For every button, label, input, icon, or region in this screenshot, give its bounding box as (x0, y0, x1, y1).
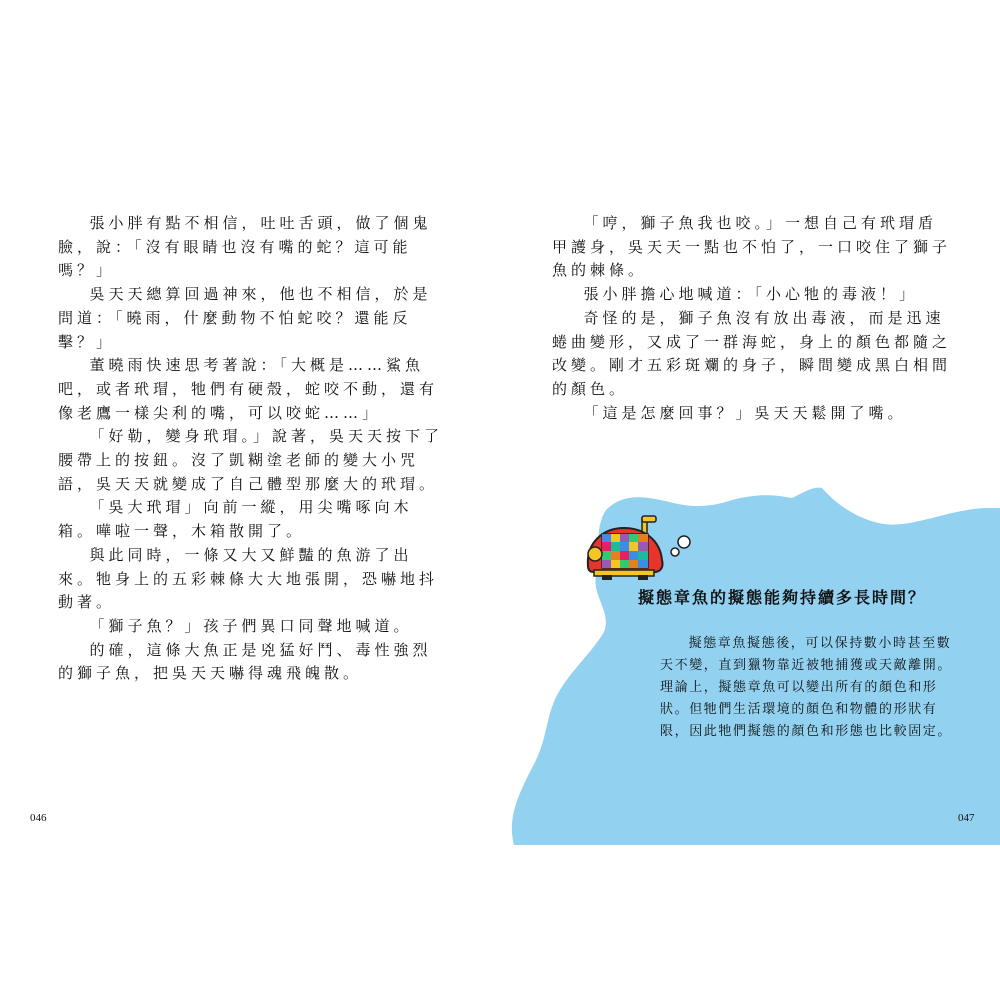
right-page (500, 0, 1000, 1000)
paragraph: 張小胖擔心地喊道：「小心牠的毒液！」 (583, 285, 919, 304)
paragraph: 「這是怎麼回事？」吳天天鬆開了嘴。 (583, 403, 907, 422)
paragraph: 奇怪的是，獅子魚沒有放出毒液，而是迅速蜷曲變形，又成了一群海蛇，身上的顏色都隨之改變。剛才五彩斑斕的身子，瞬間變成黑白相間的顏色。 (552, 308, 952, 398)
page-number-right: 047 (958, 812, 975, 824)
paragraph: 張小胖有點不相信，吐吐舌頭，做了個鬼臉，說：「沒有眼睛也沒有嘴的蛇？這可能嗎？」 (58, 214, 432, 280)
submarine-icon (580, 512, 692, 582)
paragraph: 「好勒，變身玳瑁。」說著，吳天天按下了腰帶上的按鈕。沒了凱糊塗老師的變大小咒語，吳天天就變成了自己體型那麼大的玳瑁。 (58, 427, 444, 493)
info-box-title: 擬態章魚的擬態能夠持續多長時間？ (638, 588, 927, 607)
info-box-body: 擬態章魚擬態後，可以保持數小時甚至數天不變，直到獵物靠近被牠捕獲或天敵離開。理論上，擬態章魚可以變出所有的顏色和形狀。但牠們生活環境的顏色和物體的形狀有限，因此牠們擬態的顏色和形態也比較固定。 (660, 636, 953, 739)
paragraph: 吳天天總算回過神來，他也不相信，於是問道：「曉雨，什麼動物不怕蛇咬？還能反擊？」 (58, 285, 432, 351)
paragraph: 「吳大玳瑁」向前一縱，用尖嘴啄向木箱。嘩啦一聲，木箱散開了。 (58, 498, 413, 541)
paragraph: 的確，這條大魚正是兇猛好鬥、毒性強烈的獅子魚，把吳天天嚇得魂飛魄散。 (58, 640, 432, 683)
paragraph: 董曉雨快速思考著說：「大概是……鯊魚吧，或者玳瑁，牠們有硬殼，蛇咬不動，還有像老鷹一樣尖利的嘴，可以咬蛇……」 (58, 356, 439, 422)
paragraph: 與此同時，一條又大又鮮豔的魚游了出來。牠身上的五彩棘條大大地張開，恐嚇地抖動著。 (58, 545, 439, 612)
page-number-left: 046 (30, 812, 47, 824)
paragraph: 「獅子魚？」孩子們異口同聲地喊道。 (89, 616, 413, 635)
story-text-left (58, 212, 450, 686)
info-background-shape (500, 0, 1000, 1000)
paragraph: 「哼，獅子魚我也咬。」一想自己有玳瑁盾甲護身，吳天天一點也不怕了，一口咬住了獅子魚的棘條。 (552, 214, 952, 280)
